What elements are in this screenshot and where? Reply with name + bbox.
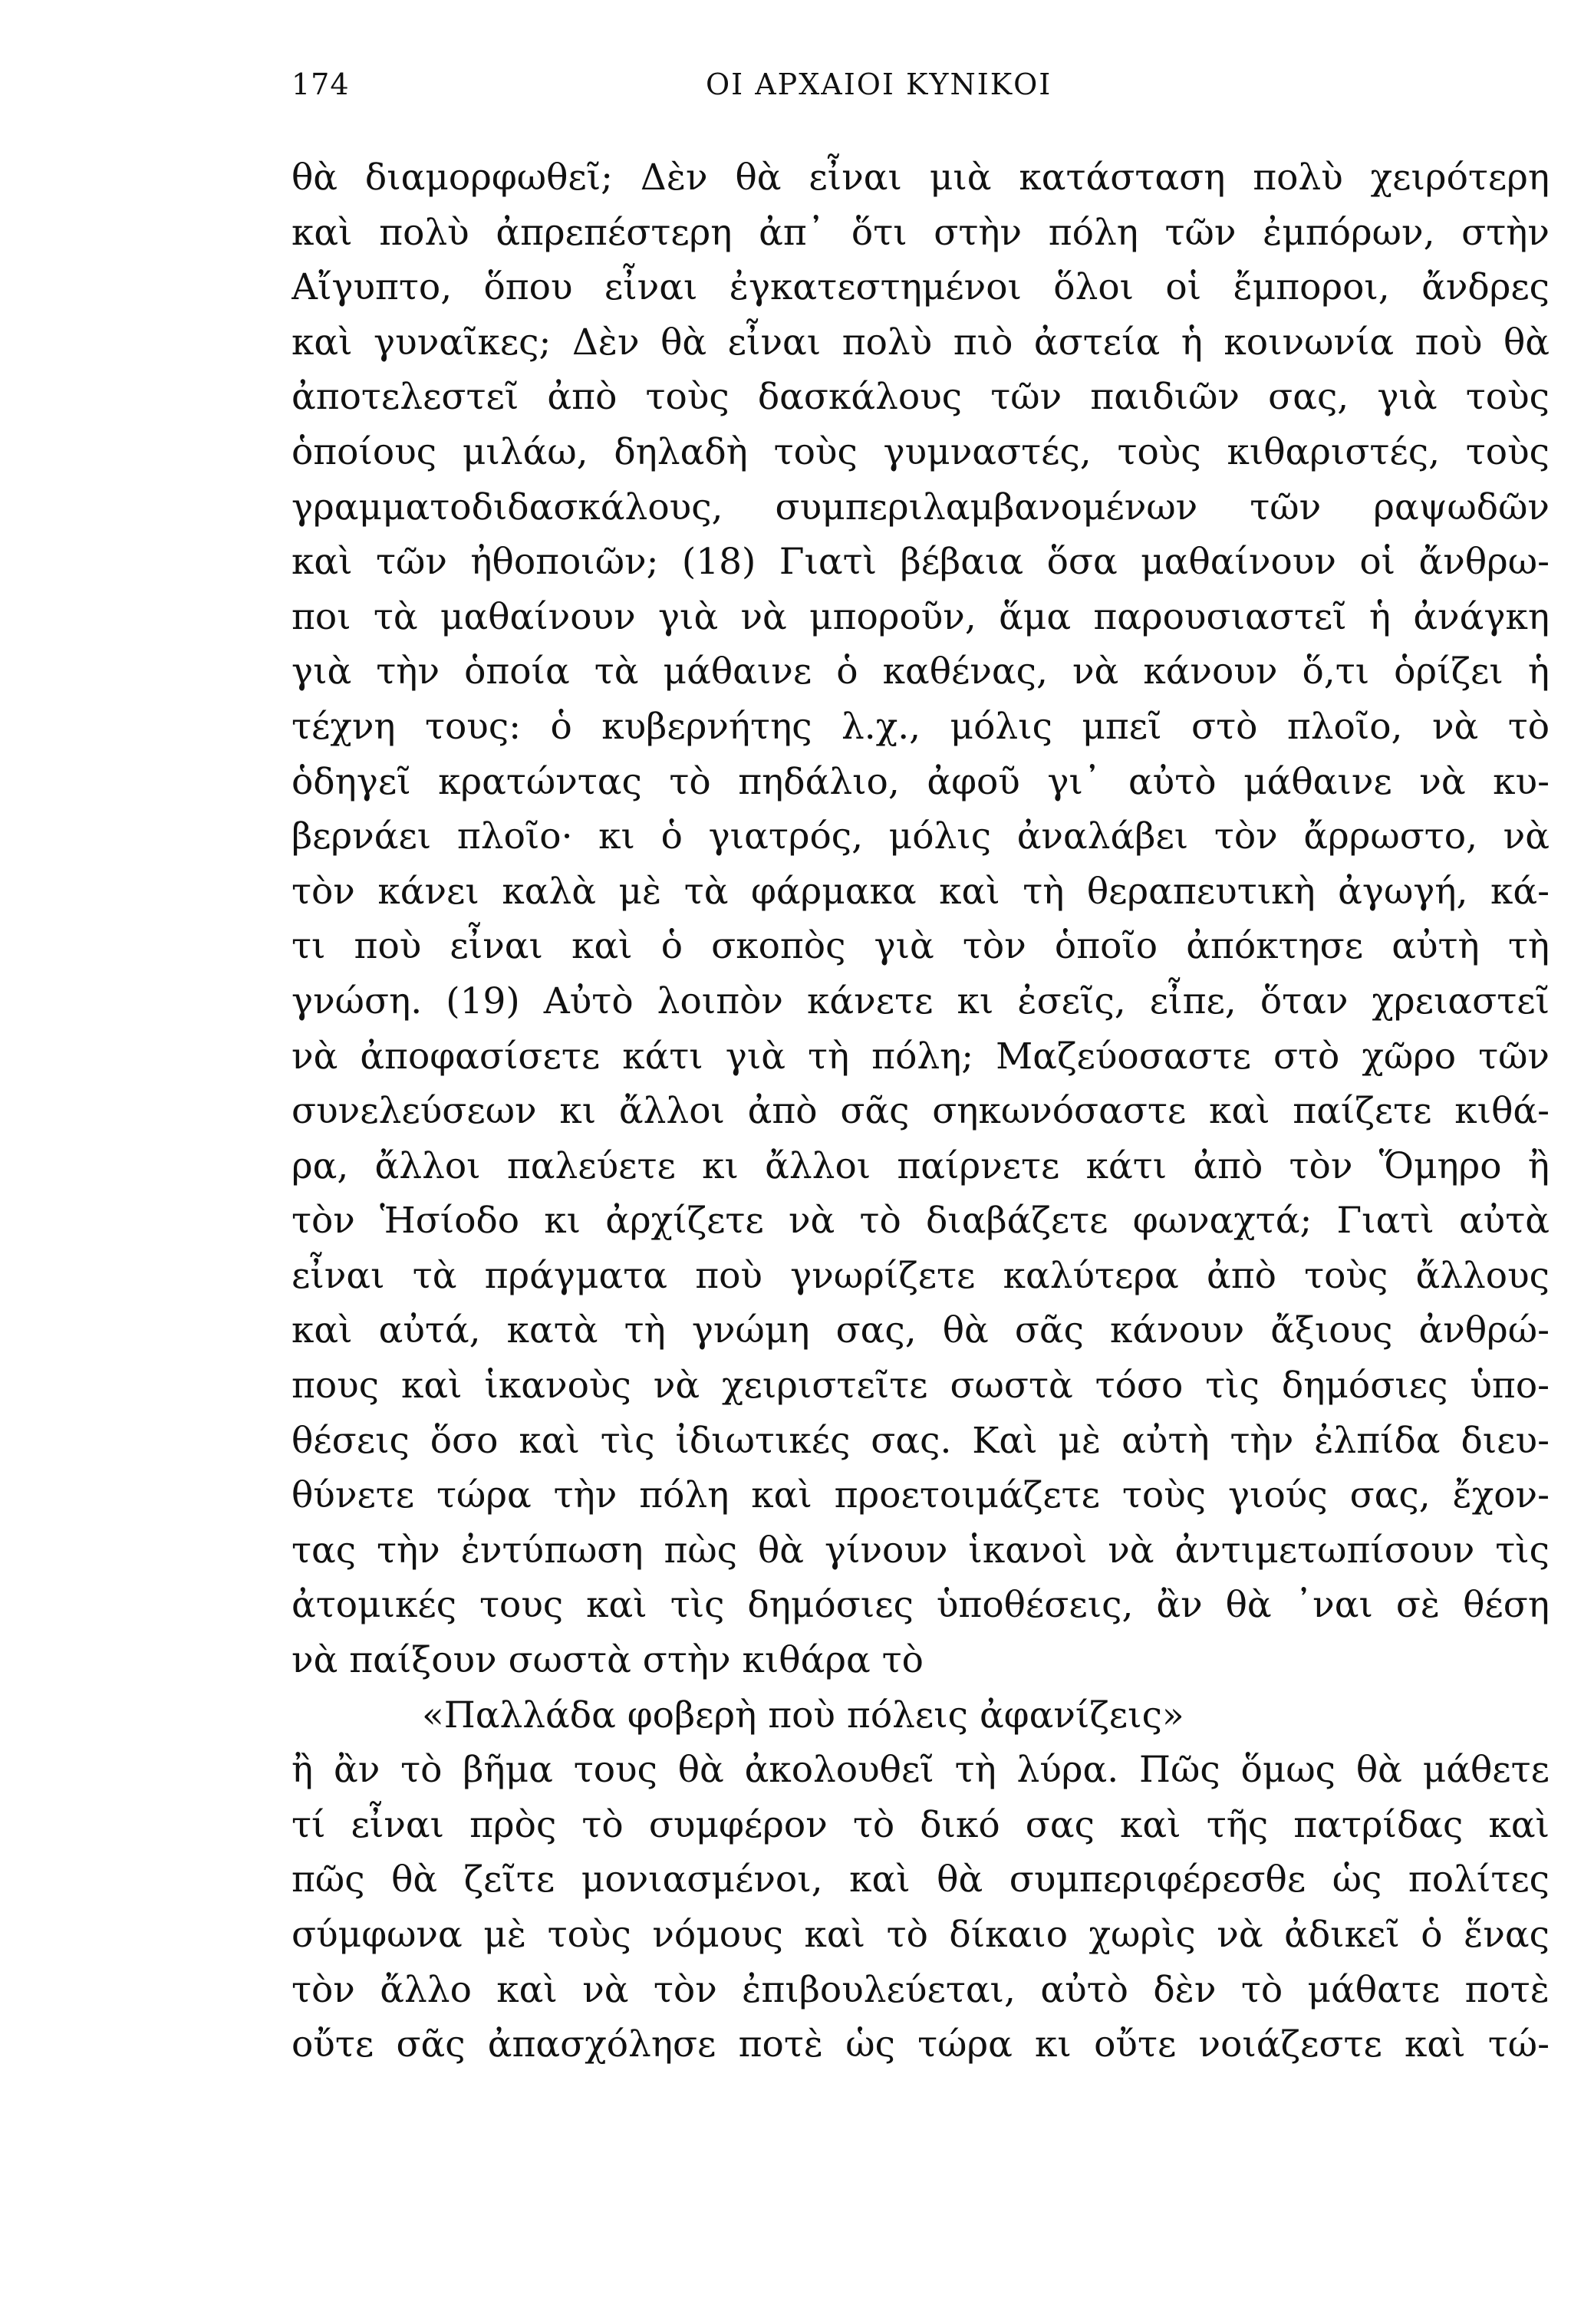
text-line: τί εἶναι πρὸς τὸ συμφέρον τὸ δικό σας καὶ τῆς πατρίδας καὶ bbox=[291, 1803, 1550, 1846]
text-line: ἢ ἂν τὸ βῆμα τους θὰ ἀκολουθεῖ τὴ λύρα. Πῶς ὅμως θὰ μάθετε bbox=[291, 1749, 1550, 1792]
text-line: καὶ τῶν ἠθοποιῶν; (18) Γιατὶ βέβαια ὅσα μαθαίνουν οἱ ἄνθρω- bbox=[291, 541, 1550, 584]
text-line: θύνετε τώρα τὴν πόλη καὶ προετοιμάζετε τοὺς γιούς σας, ἔχον- bbox=[291, 1474, 1550, 1517]
text-line: θέσεις ὅσο καὶ τὶς ἰδιωτικές σας. Καὶ μὲ αὐτὴ τὴν ἐλπίδα διευ- bbox=[291, 1419, 1550, 1462]
text-line: ἀτομικές τους καὶ τὶς δημόσιες ὑποθέσεις, ἂν θὰ ᾿ναι σὲ θέση bbox=[291, 1584, 1550, 1627]
text-line: τὸν ἄλλο καὶ νὰ τὸν ἐπιβουλεύεται, αὐτὸ δὲν τὸ μάθατε ποτὲ bbox=[291, 1968, 1550, 2011]
page-header bbox=[291, 67, 1550, 114]
text-line: βερνάει πλοῖο· κι ὁ γιατρός, μόλις ἀναλάβει τὸν ἄρρωστο, νὰ bbox=[291, 815, 1550, 858]
text-line: νὰ παίξουν σωστὰ στὴν κιθάρα τὸ bbox=[291, 1639, 924, 1682]
text-line: τας τὴν ἐντύπωση πὼς θὰ γίνουν ἱκανοὶ νὰ ἀντιμετωπίσουν τὶς bbox=[291, 1529, 1550, 1572]
body-text bbox=[291, 150, 1550, 2072]
text-line: εἶναι τὰ πράγματα ποὺ γνωρίζετε καλύτερα ἀπὸ τοὺς ἄλλους bbox=[291, 1254, 1550, 1297]
text-line: καὶ πολὺ ἀπρεπέστερη ἀπ᾿ ὅτι στὴν πόλη τῶν ἐμπόρων, στὴν bbox=[291, 211, 1550, 254]
text-line: ὁδηγεῖ κρατώντας τὸ πηδάλιο, ἀφοῦ γι᾿ αὐτὸ μάθαινε νὰ κυ- bbox=[291, 760, 1550, 803]
text-line: νὰ ἀποφασίσετε κάτι γιὰ τὴ πόλη; Μαζεύοσαστε στὸ χῶρο τῶν bbox=[291, 1035, 1550, 1078]
page-number: 174 bbox=[291, 67, 350, 101]
text-line: τέχνη τους: ὁ κυβερνήτης λ.χ., μόλις μπεῖ στὸ πλοῖο, νὰ τὸ bbox=[291, 705, 1550, 748]
text-line: καὶ γυναῖκες; Δὲν θὰ εἶναι πολὺ πιὸ ἀστεία ἡ κοινωνία ποὺ θὰ bbox=[291, 321, 1550, 364]
text-line: θὰ διαμορφωθεῖ; Δὲν θὰ εἶναι μιὰ κατάσταση πολὺ χειρότερη bbox=[291, 156, 1550, 199]
text-line: γραμματοδιδασκάλους, συμπεριλαμβανομένων τῶν ραψωδῶν bbox=[291, 486, 1550, 528]
text-line: πους καὶ ἱκανοὺς νὰ χειριστεῖτε σωστὰ τόσο τὶς δημόσιες ὑπο- bbox=[291, 1364, 1550, 1407]
text-line: ἀποτελεστεῖ ἀπὸ τοὺς δασκάλους τῶν παιδιῶν σας, γιὰ τοὺς bbox=[291, 376, 1550, 419]
text-line: ποι τὰ μαθαίνουν γιὰ νὰ μποροῦν, ἅμα παρουσιαστεῖ ἡ ἀνάγκη bbox=[291, 595, 1550, 638]
text-line: τι ποὺ εἶναι καὶ ὁ σκοπὸς γιὰ τὸν ὁποῖο ἀπόκτησε αὐτὴ τὴ bbox=[291, 925, 1550, 968]
text-line: τὸν Ἡσίοδο κι ἀρχίζετε νὰ τὸ διαβάζετε φωναχτά; Γιατὶ αὐτὰ bbox=[291, 1200, 1550, 1243]
text-line: ὁποίους μιλάω, δηλαδὴ τοὺς γυμναστές, τοὺς κιθαριστές, τοὺς bbox=[291, 430, 1550, 473]
text-line: πῶς θὰ ζεῖτε μονιασμένοι, καὶ θὰ συμπεριφέρεσθε ὡς πολίτες bbox=[291, 1858, 1550, 1901]
quoted-verse-line: «Παλλάδα φοβερὴ ποὺ πόλεις ἀφανίζεις» bbox=[422, 1694, 1184, 1736]
running-title: ΟΙ ΑΡΧΑΙΟΙ ΚΥΝΙΚΟΙ bbox=[706, 67, 1052, 101]
text-line: γνώση. (19) Αὐτὸ λοιπὸν κάνετε κι ἐσεῖς, εἶπε, ὅταν χρειαστεῖ bbox=[291, 979, 1550, 1022]
text-line: Αἴγυπτο, ὅπου εἶναι ἐγκατεστημένοι ὅλοι οἱ ἔμποροι, ἄνδρες bbox=[291, 266, 1550, 309]
text-line: καὶ αὐτά, κατὰ τὴ γνώμη σας, θὰ σᾶς κάνουν ἄξιους ἀνθρώ- bbox=[291, 1309, 1550, 1352]
text-line: σύμφωνα μὲ τοὺς νόμους καὶ τὸ δίκαιο χωρὶς νὰ ἀδικεῖ ὁ ἕνας bbox=[291, 1914, 1550, 1956]
text-line: ρα, ἄλλοι παλεύετε κι ἄλλοι παίρνετε κάτι ἀπὸ τὸν Ὅμηρο ἢ bbox=[291, 1144, 1550, 1187]
text-line: γιὰ τὴν ὁποία τὰ μάθαινε ὁ καθένας, νὰ κάνουν ὅ,τι ὁρίζει ἡ bbox=[291, 650, 1550, 693]
text-line: τὸν κάνει καλὰ μὲ τὰ φάρμακα καὶ τὴ θεραπευτικὴ ἀγωγή, κά- bbox=[291, 870, 1550, 913]
text-line: οὔτε σᾶς ἀπασχόλησε ποτὲ ὡς τώρα κι οὔτε νοιάζεστε καὶ τώ- bbox=[291, 2023, 1550, 2066]
text-line: συνελεύσεων κι ἄλλοι ἀπὸ σᾶς σηκωνόσαστε καὶ παίζετε κιθά- bbox=[291, 1090, 1550, 1133]
